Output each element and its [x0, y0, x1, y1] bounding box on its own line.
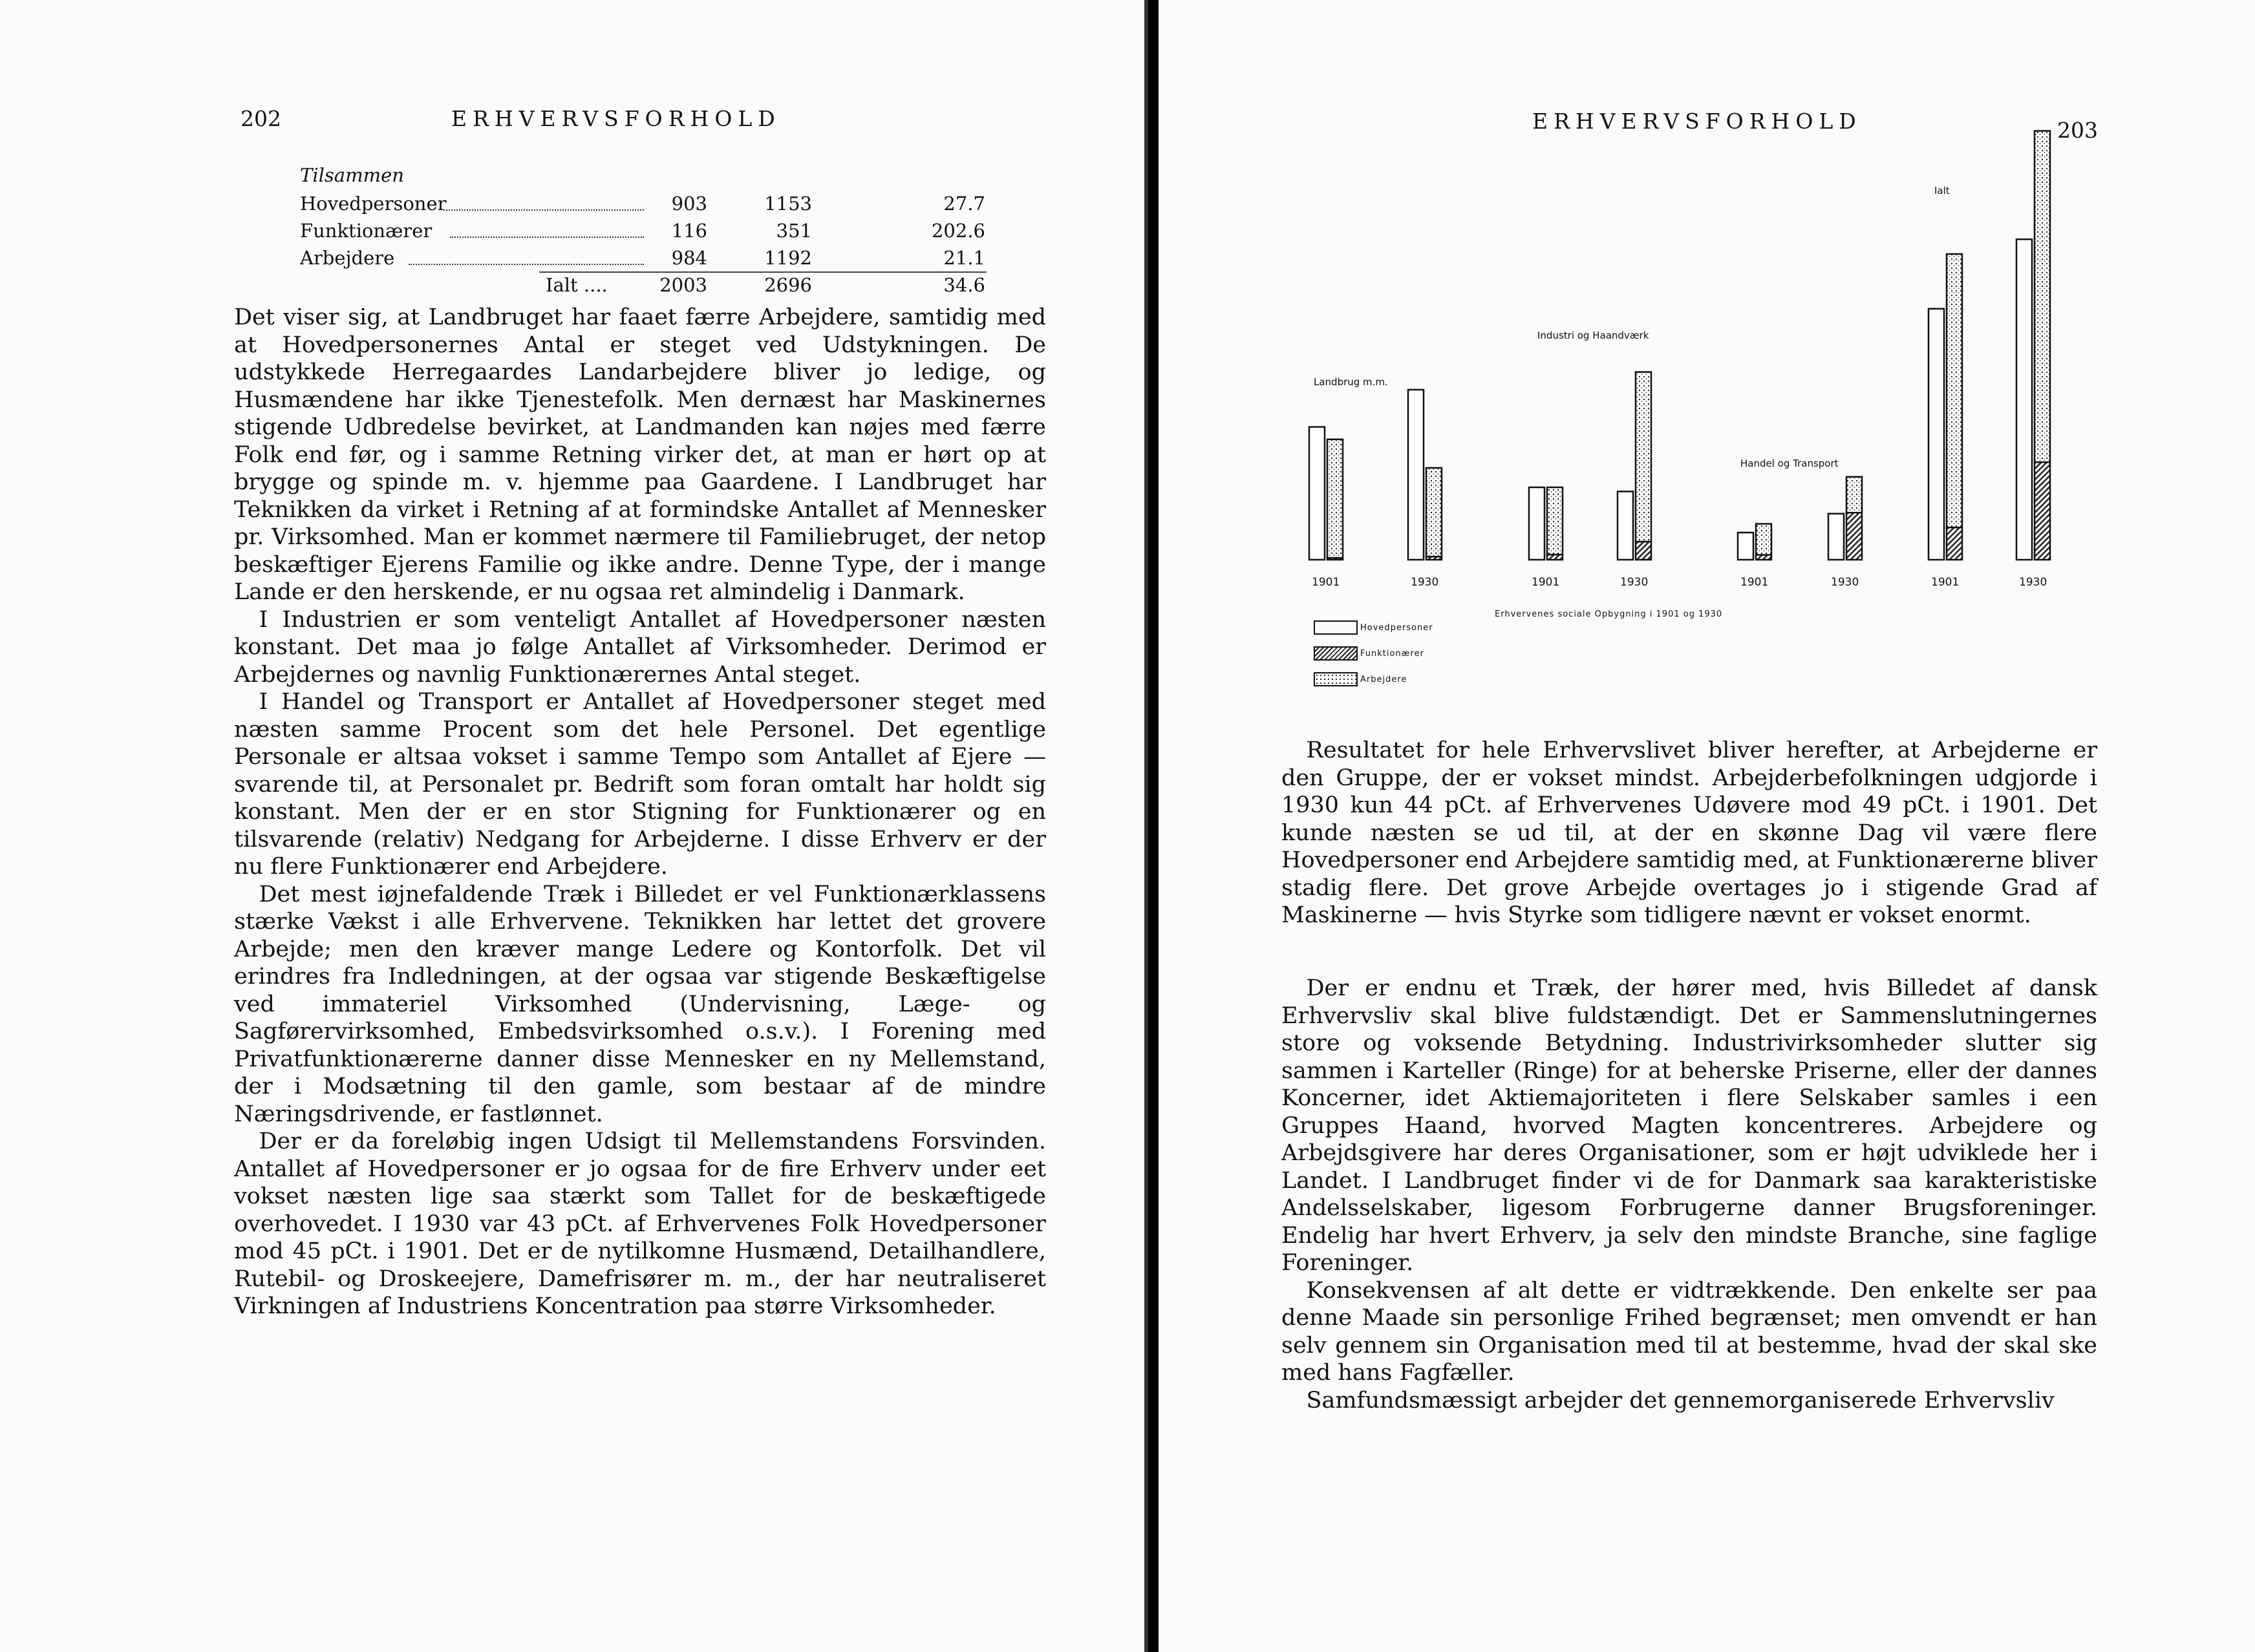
page-number: 202 [240, 106, 281, 131]
bar-arbejdere [1547, 487, 1563, 555]
running-head: ERHVERVSFORHOLD [1532, 109, 1862, 134]
paragraph: Samfundsmæssigt arbejder det gennemorganiserede Erhvervsliv [1306, 1387, 2055, 1414]
total-label: Ialt .... [546, 274, 608, 296]
group-label: Landbrug m.m. [1314, 376, 1388, 388]
bar-hovedpersoner [1929, 309, 1944, 560]
value-pct: 21.1 [943, 247, 985, 269]
value-1930: 1192 [764, 247, 812, 269]
left-body-text [234, 304, 1046, 1320]
bar-hovedpersoner [1309, 427, 1325, 560]
legend-label: Hovedpersoner [1360, 622, 1433, 633]
total-pct: 34.6 [943, 274, 985, 296]
legend-swatch-hatched [1314, 646, 1358, 661]
value-1901: 903 [671, 193, 707, 215]
leader-dots [444, 190, 644, 211]
bar-arbejdere [1426, 468, 1442, 556]
paragraph: I Industrien er som venteligt Antallet af Hovedpersoner næsten konstant. Det maa jo følge Antallet af Virksomheder. Derimod er Arbejdernes og navnlig Funktionærernes Antal steget. [234, 606, 1046, 688]
bar-arbejdere [1846, 477, 1862, 513]
year-tick-label: 1930 [1831, 576, 1859, 589]
bar-hovedpersoner [1529, 487, 1544, 560]
bar-hovedpersoner [1738, 533, 1753, 560]
legend-item-arbejdere [1314, 672, 1407, 689]
group-label: Ialt [1934, 185, 1950, 196]
row-label: Funktionærer [300, 220, 433, 242]
leader-dots [450, 217, 644, 238]
page-number: 203 [2057, 118, 2098, 143]
paragraph: Det mest iøjnefaldende Træk i Billedet er vel Funktionærklassens stærke Vækst i alle Erhvervene. Teknikken har lettet det grovere Arbejde; men den kræver mange Ledere og Kontorfolk. Det vil erindres fra Indledningen, at der ogsaa var stigende Beskæftigelse ved immateriel Virksomhed (Undervisning, Læge- og Sagførervirksomhed, Embedsvirksomhed o.s.v.). I Forening med Privatfunktionærerne danner disse Mennesker en ny Mellemstand, der i Modsætning til den gamle, som bestaar af de mindre Næringsdrivende, er fastlønnet. [234, 881, 1046, 1127]
bar-arbejdere [1327, 439, 1343, 558]
bar-arbejdere [1636, 372, 1651, 542]
year-tick-label: 1901 [1532, 576, 1560, 589]
year-tick-label: 1901 [1312, 576, 1340, 589]
value-1901: 984 [671, 247, 707, 269]
paragraph: Det viser sig, at Landbruget har faaet færre Arbejdere, samtidig med at Hovedpersonernes Antal er steget ved Udstykningen. De udstykkede Herregaardes Landarbejdere bliver jo ledige, og Husmændene har ikke Tjenestefolk. Men dernæst har Maskinernes stigende Udbredelse bevirket, at Landmanden kan nøjes med færre Folk end før, og i samme Retning virker det, at man er hørt op at brygge og spinde m. v. hjemme paa Gaardene. I Landbruget har Teknikken da virket i Retning af at formindske Antallet af Mennesker pr. Virksomhed. Man er kommet nærmere til Familiebruget, der netop beskæftiger Ejerens Familie og ikke andre. Denne Type, der i mange Lande er den herskende, er nu ogsaa ret almindelig i Danmark. [234, 304, 1046, 605]
year-tick-label: 1901 [1740, 576, 1769, 589]
paragraph: Der er endnu et Træk, der hører med, hvis Billedet af dansk Erhvervsliv skal blive fuldstændigt. Det er Sammenslutningernes store og voksende Betydning. Industrivirksomheder slutter sig sammen i Karteller (Ringe) for at beherske Priserne, eller der dannes Koncerner, idet Aktiemajoriteten i flere Selskaber samles i een Gruppes Haand, hvorved Magten koncentreres. Arbejdere og Arbejdsgivere har deres Organisationer, som er højt udviklede her i Landet. I Landbruget finder vi de for Danmark saa karakteristiske Andelsselskaber, ligesom Forbrugerne danner Brugsforeninger. Endelig har hvert Erhverv, ja selv den mindste Branche, sine faglige Foreninger. [1281, 975, 2097, 1276]
year-tick-label: 1930 [1411, 576, 1439, 589]
table-row [300, 217, 987, 244]
value-pct: 27.7 [943, 193, 985, 215]
group-label: Handel og Transport [1740, 458, 1839, 469]
chart-title: Erhvervenes sociale Opbygning i 1901 og 1930 [1495, 609, 1723, 619]
paragraph: I Handel og Transport er Antallet af Hovedpersoner steget med næsten samme Procent som det hele Personel. Det egentlige Personale er altsaa vokset i samme Tempo som Antallet af Ejere — svarende til, at Personalet pr. Bedrift som foran omtalt har holdt sig konstant. Men der er en stor Stigning for Funktionærer og en tilsvarende (relativ) Nedgang for Arbejderne. I disse Erhverv er der nu flere Funktionærer end Arbejdere. [234, 689, 1046, 880]
row-label: Hovedpersoner [300, 193, 447, 215]
bar-funktionaerer [1947, 527, 1962, 560]
value-1930: 351 [776, 220, 812, 242]
table-caption: Tilsammen [300, 164, 404, 186]
bar-arbejdere [2035, 131, 2050, 463]
legend-label: Funktionærer [1360, 648, 1424, 659]
value-pct: 202.6 [931, 220, 985, 242]
year-tick-label: 1930 [2019, 576, 2047, 589]
summary-table [300, 160, 987, 299]
legend-label: Arbejdere [1360, 674, 1407, 684]
legend-item-hovedpersoner [1314, 620, 1433, 637]
leader-dots [409, 244, 644, 265]
year-tick-label: 1930 [1620, 576, 1649, 589]
bar-hovedpersoner [1828, 514, 1844, 560]
bar-funktionaerer [1636, 542, 1651, 560]
bar-arbejdere [1947, 254, 1962, 527]
value-1930: 1153 [764, 193, 812, 215]
total-1901: 2003 [659, 274, 707, 296]
right-body-text-b [1281, 975, 2097, 1414]
bar-funktionaerer [1846, 513, 1862, 560]
row-label: Arbejdere [300, 247, 395, 269]
paragraph: Der er da foreløbig ingen Udsigt til Mellemstandens Forsvinden. Antallet af Hovedpersoner er jo ogsaa for de fire Erhverv under eet vokset næsten lige saa stærkt som Tallet for de beskæftigede overhovedet. I 1930 var 43 pCt. af Erhvervenes Folk Hovedpersoner mod 45 pCt. i 1901. Det er de nytilkomne Husmænd, Detailhandlere, Rutebil- og Droskeejere, Damefrisører m. m., der har neutraliseret Virkningen af Industriens Koncentration paa større Virksomheder. [234, 1128, 1046, 1319]
legend-swatch-plain [1314, 620, 1358, 635]
bar-hovedpersoner [2016, 239, 2032, 560]
table-row [300, 190, 987, 217]
table-total-row [300, 271, 987, 299]
table-row [300, 244, 987, 271]
year-tick-label: 1901 [1931, 576, 1960, 589]
paragraph: Resultatet for hele Erhvervslivet bliver herefter, at Arbejderne er den Gruppe, der er vokset mindst. Arbejderbefolkningen udgjorde i 1930 kun 44 pCt. af Erhvervenes Udøvere mod 49 pCt. i 1901. Det kunde næsten se ud til, at der en skønne Dag vil være flere Hovedpersoner end Arbejdere samtidig med, at Funktionærerne bliver stadig flere. Det grove Arbejde overtages jo i stigende Grad af Maskinerne — hvis Styrke som tidligere nævnt er vokset enormt. [1281, 737, 2097, 928]
legend-item-funktionaerer [1314, 646, 1424, 663]
total-1930: 2696 [764, 274, 812, 296]
legend-swatch-dotted [1314, 672, 1358, 686]
bar-hovedpersoner [1408, 390, 1424, 560]
running-head: ERHVERVSFORHOLD [451, 106, 781, 131]
paragraph: Konsekvensen af alt dette er vidtrækkende. Den enkelte ser paa denne Maade sin personlige Frihed begrænset; men omvendt er han selv gennem sin Organisation med til at bestemme, hvad der skal ske med hans Fagfæller. [1281, 1277, 2097, 1386]
bar-hovedpersoner [1618, 491, 1633, 560]
bar-funktionaerer [2035, 462, 2050, 560]
value-1901: 116 [671, 220, 707, 242]
bar-arbejdere [1756, 524, 1771, 555]
group-label: Industri og Haandværk [1537, 330, 1649, 341]
bar-chart [1159, 0, 2255, 717]
right-body-text-a [1281, 737, 2097, 929]
